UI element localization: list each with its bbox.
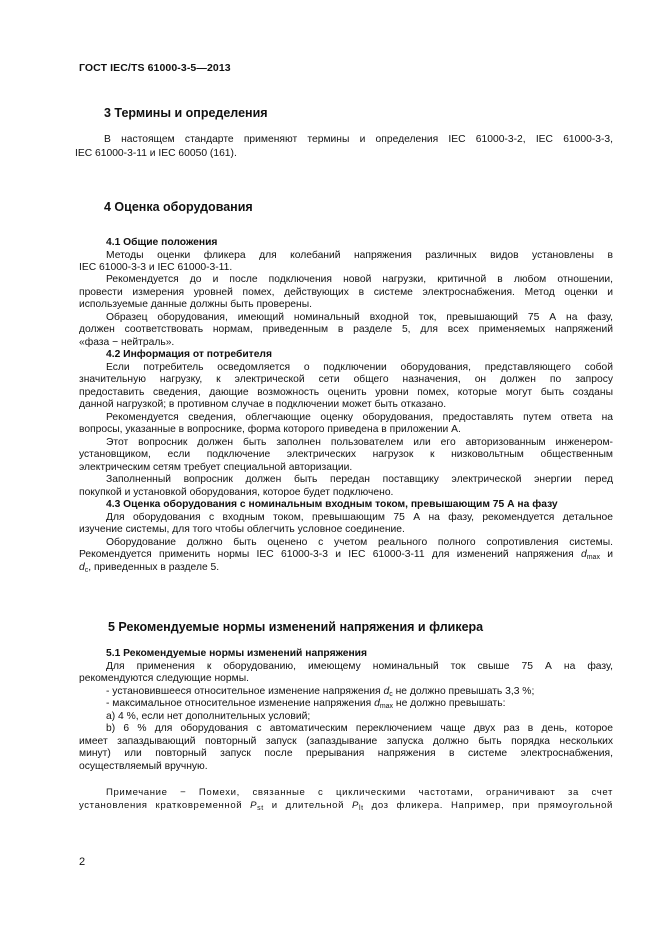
sec4-line-2: IEC 61000-3-3 и IEC 61000-3-11. <box>79 262 233 273</box>
sec5-line-8: минут) или повторный запуск после прерывания напряжения в системе электроснабжения, <box>79 748 613 759</box>
sec4-line-21: изучение системы, для того чтобы облегчить условное соединение. <box>79 524 405 535</box>
sec5-line-6: b) 6 % для оборудования с автоматическим переключением чаще двух раз в день, которое <box>106 723 613 734</box>
sec4-line-4: провести измерения уровней помех, действующих в системе электроснабжения. Метод оценки и <box>79 287 613 298</box>
sec4-line-7: должен соответствовать нормам, приведенным в разделе 5, для всех применяемых напряжений <box>79 324 613 335</box>
sec4-line-14: вопросы, указанные в вопроснике, форма которого приведена в приложении А. <box>79 424 461 435</box>
subsection-4-1-title: 4.1 Общие положения <box>106 237 218 248</box>
sec4-line-23: Рекомендуется применить нормы IEC 61000-3-3 и IEC 61000-3-11 для изменений напряжения $d_{max}$ и <box>79 549 613 561</box>
subsection-4-2-title: 4.2 Информация от потребителя <box>106 349 272 360</box>
sec4-line-16: установщиком, если подключение электрических нагрузок к низковольтным общественным <box>79 449 613 460</box>
sec4-line-18: Заполненный вопросник должен быть передан поставщику электрической энергии перед <box>106 474 613 485</box>
section-4-title: 4 Оценка оборудования <box>104 200 253 214</box>
sec3-line-1: В настоящем стандарте применяют термины и определения IEC 61000-3-2, IEC 61000-3-3, <box>104 134 613 145</box>
note-line-2: установления кратковременной $P_{st}$ и длительной $P_{lt}$ доз фликера. Например, при прямоугольной <box>79 800 614 812</box>
document-header: ГОСТ IEC/TS 61000-3-5—2013 <box>79 62 231 74</box>
sec4-line-20: Для оборудования с входным током, превышающим 75 А на фазу, рекомендуется детальное <box>106 512 613 523</box>
page-number: 2 <box>79 856 86 868</box>
sec5-line-5: а) 4 %, если нет дополнительных условий; <box>106 711 311 722</box>
sec5-line-1: Для применения к оборудованию, имеющему номинальный ток свыше 75 А на фазу, <box>106 661 613 672</box>
sec4-line-12: данной нагрузкой; в противном случае в подключении может быть отказано. <box>79 399 447 410</box>
sec4-line-6: Образец оборудования, имеющий номинальный входной ток, превышающий 75 А на фазу, <box>106 312 613 323</box>
sec4-line-13: Рекомендуется сведения, облегчающие оценку оборудования, предоставлять путем ответа на <box>106 412 613 423</box>
sec5-line-9: осуществляемый вручную. <box>79 761 208 772</box>
sec4-line-24: $d_c$, приведенных в разделе 5. <box>79 562 220 574</box>
sec4-line-15: Этот вопросник должен быть заполнен пользователем или его авторизованным инженером- <box>106 437 613 448</box>
note-line-1: Примечание − Помехи, связанные с циклическими частотами, ограничивают за счет <box>106 787 613 798</box>
sec4-line-5: используемые данные должны быть проверены. <box>79 299 312 310</box>
sec4-line-8: «фаза − нейтраль». <box>79 337 175 348</box>
sec4-line-10: значительную нагрузку, к электрической сети общего назначения, он должен по запросу <box>79 374 613 385</box>
sec4-line-22: Оборудование должно быть оценено с учетом реального полного сопротивления системы. <box>106 537 613 548</box>
sec5-line-2: рекомендуются следующие нормы. <box>79 673 249 684</box>
sec4-line-3: Рекомендуется до и после подключения новой нагрузки, критичной в любом отношении, <box>106 274 613 285</box>
sec4-line-9: Если потребитель осведомляется о подключении оборудования, представляющего собой <box>106 362 613 373</box>
subsection-4-3-title: 4.3 Оценка оборудования с номинальным входным током, превышающим 75 А на фазу <box>106 499 558 510</box>
sec5-line-4: - максимальное относительное изменение напряжения $d_{max}$ не должно превышать: <box>106 698 506 710</box>
section-5-title: 5 Рекомендуемые нормы изменений напряжения и фликера <box>108 620 484 634</box>
sec4-line-11: предоставить сведения, дающие возможность оценить уровни помех, которые могут быть созданы <box>79 387 613 398</box>
sec4-line-19: покупкой и установкой оборудования, которое будет подключено. <box>79 487 394 498</box>
sec4-line-17: электрическим сетям требует специальной авторизации. <box>79 462 353 473</box>
sec3-line-2: IEC 61000-3-11 и IEC 60050 (161). <box>75 148 237 159</box>
sec5-line-7: имеет запаздывающий повторный запуск (запаздывание запуска должно быть порядка нескольких <box>79 736 613 747</box>
section-3-title: 3 Термины и определения <box>104 106 268 120</box>
sec5-line-3: - установившееся относительное изменение напряжения $d_c$ не должно превышать 3,3 %; <box>106 686 535 698</box>
sec4-line-1: Методы оценки фликера для колебаний напряжения различных видов установлены в <box>106 250 613 261</box>
subsection-5-1-title: 5.1 Рекомендуемые нормы изменений напряжения <box>106 648 368 659</box>
